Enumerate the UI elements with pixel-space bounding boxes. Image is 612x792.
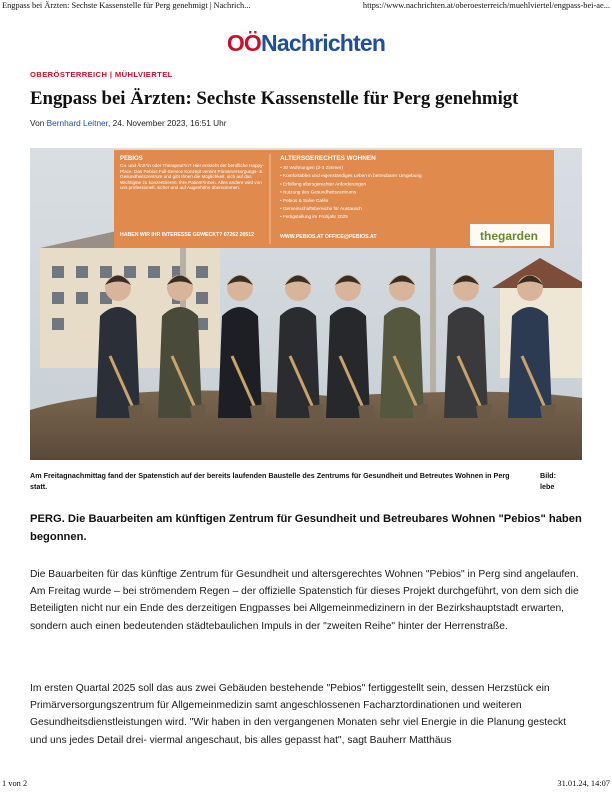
article-headline: Engpass bei Ärzten: Sechste Kassenstelle für Perg genehmigt <box>30 88 519 109</box>
caption-credit-name: lebe <box>540 482 555 491</box>
caption-text: Am Freitagnachmittag fand der Spatenstich auf der bereits laufenden Baustelle des Zentrums für Gesundheit und Betreutes Wohnen in Perg statt. <box>30 471 510 491</box>
billboard-list-item: • Gemeinschaftsbereiche für Austausch <box>280 206 362 211</box>
print-timestamp: 31.01.24, 14:07 <box>557 779 610 788</box>
logo-name: Nachrichten <box>261 30 386 56</box>
byline-date: , 24. November 2023, 16:51 Uhr <box>107 118 227 128</box>
billboard-left-contact: HABEN WIR IHR INTERESSE GEWECKT? 07262 20512 <box>120 232 255 238</box>
caption-credit <box>540 470 582 492</box>
site-logo[interactable] <box>0 30 612 57</box>
print-footer <box>0 779 612 791</box>
billboard-list-item: • Fertigstellung im Frühjahr 2025 <box>280 214 348 220</box>
billboard-brand: thegarden <box>480 229 539 243</box>
print-page-title: Engpass bei Ärzten: Sechste Kassenstelle für Perg genehmigt | Nachrich... <box>2 1 251 10</box>
billboard-left-heading: PEBIOS <box>120 156 143 162</box>
billboard-list-item: • Nutzung des Gesundheitszentrums <box>280 189 357 195</box>
billboard-list-item: • Erfüllung altersgerechter Anforderungen <box>280 181 367 187</box>
billboard-list-item: • Pebios & Salve Cafés <box>280 197 329 203</box>
billboard-left-text: Ca. und Ärzt*in oder Therapeut*in? Hier entsteht der berufliche Happy-Place. Das Pebios Full-Service Konzept vereint Primärversorgungs- & Gesundheitszentrum und gibt Ihnen die Möglichkeit, sich auf das Wichtigste zu konzentrieren: Ihre Patient*innen. Alles andere wird von uns professionell, sicher und auf Augenhöhe übernommen. <box>120 163 264 191</box>
article-paragraph: Im ersten Quartal 2025 soll das aus zwei Gebäuden bestehende "Pebios" fertiggestellt sein, dessen Herzstück ein Primärversorgungszentrum für Allgemeinmedizin samt angeschlossenen Facharztordinationen und weiteren Gesundheitsdienstleistungen wird. "Wir haben in den vergangenen Monaten sehr viel Energie in die Planung gesteckt und uns jedes Detail drei- viermal angeschaut, bis alles gepasst hat", sagt Bauherr Matthäus <box>30 683 566 746</box>
logo-prefix: OÖ <box>226 30 262 56</box>
caption-credit-label: Bild: <box>540 471 556 480</box>
print-page-number: 1 von 2 <box>2 779 28 788</box>
billboard-left-text-box <box>120 163 265 223</box>
billboard-list-item: • Komfortables und eigenständiges Leben in betreubarer Umgebung <box>280 173 422 179</box>
author-link[interactable]: Bernhard Leitner <box>46 118 108 128</box>
article-photo <box>30 148 582 460</box>
print-header <box>0 0 612 12</box>
billboard-right-heading: ALTERSGERECHTES WOHNEN <box>280 155 376 162</box>
byline <box>30 118 582 128</box>
billboard-right-contact: WWW.PEBIOS.AT OFFICE@PEBIOS.AT <box>280 234 377 240</box>
article-paragraph: Die Bauarbeiten für das künftige Zentrum für Gesundheit und altersgerechtes Wohnen "Pebios" in Perg sind angelaufen. Am Freitag wurde – bei strömendem Regen – der offizielle Spatenstich für dieses Projekt durchgeführt, von dem sich die Beteiligten nicht nur ein Ende des derzeitigen Engpasses bei Allgemeinmedizinern in der Bezirkshauptstadt erwarten, sondern auch einen bedeutenden städtebaulichen Impuls in der "zweiten Reihe" hinter der Herrenstraße. <box>30 569 579 632</box>
billboard-list-item: • 30 Wohnungen (2-3 Zimmer) <box>280 165 344 170</box>
byline-prefix: Von <box>30 118 45 128</box>
section-kicker[interactable]: OBERÖSTERREICH | MÜHLVIERTEL <box>30 70 173 79</box>
article-lead: PERG. Die Bauarbeiten am künftigen Zentrum für Gesundheit und Betreubares Wohnen "Pebios" haben begonnen. <box>30 513 582 543</box>
print-page-url: https://www.nachrichten.at/oberoesterreich/muehlviertel/engpass-bei-ae... <box>362 1 610 10</box>
